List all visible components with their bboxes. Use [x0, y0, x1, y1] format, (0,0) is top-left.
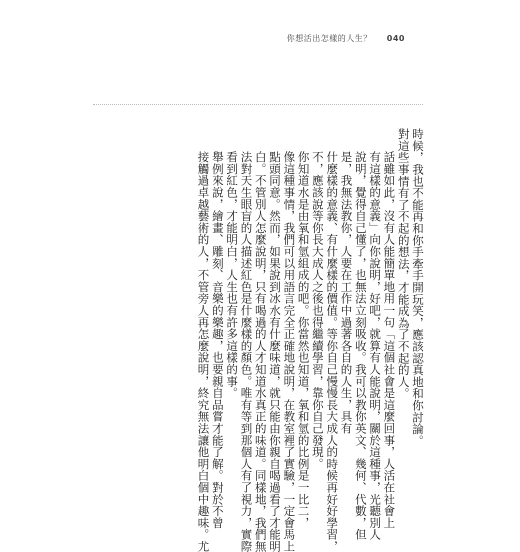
- text-line: 什麼樣的意義、有什麼樣的價值。等你自己慢慢長大成人的時候再好好學習，: [325, 151, 340, 552]
- page-number: 040: [386, 34, 405, 43]
- dotted-divider: [93, 104, 423, 105]
- paragraph: [225, 128, 311, 552]
- text-line: 看到紅色，才能明白，人生也有許多這樣的事。: [225, 151, 240, 399]
- text-line: 是，我無法教你，人要在工作中過著各自的人生，具有: [339, 151, 354, 435]
- text-line: 說明，覺得自己懂了，也無法立刻吸收。我可以教你英文、幾何、代數，但: [353, 151, 368, 541]
- text-line: 有這樣的意義」向你說明，好吧，就算有人能說明，關於這種事，光聽別人: [368, 151, 383, 541]
- body-text: [196, 128, 425, 552]
- text-line: 點頭同意。然而，如果說到冰水有什麼味道，就只能由你親自喝過看了才能明: [268, 151, 283, 552]
- chapter-title: 你想活出怎樣的人生？: [286, 34, 372, 43]
- text-line: 舉例來說，繪畫、雕刻、音樂的樂趣，也要親自品嘗才能了解。對於不曾: [210, 151, 225, 529]
- text-line: 時候，我也不能再和你手牽手開玩笑，應該認真地和你討論。: [411, 128, 425, 447]
- text-line: 接觸過卓越藝術的人，不管旁人再怎麼說明，終究無法讓他明白個中趣味。尤: [196, 151, 211, 552]
- text-line: 不，應該說等你長大成人之後也得繼續學習，靠你自己發現。: [310, 151, 325, 470]
- paragraph: [310, 128, 397, 552]
- text-line: 像這種事情，我們可以用語言完全正確地說明，在教室裡了實驗，一定會馬上: [282, 151, 297, 552]
- paragraph: [396, 128, 425, 447]
- text-line: 對這些事情有了不起的想法，才能成為了不起的人。: [396, 128, 411, 400]
- text-line: 白。不管別人怎麼說明，只有喝過的人才知道水真正的味道。同樣地，我們無: [253, 151, 268, 552]
- text-line: 法對天生眼盲的人描述紅色是什麼樣的顏色。唯有等到那個人有了視力，實際: [239, 151, 254, 552]
- paragraph: [196, 128, 225, 552]
- running-header: [287, 33, 405, 44]
- text-line: 你知道水是由氧和氫組成的吧。你當然也知道，氧和氫的比例是一比二，: [296, 151, 311, 529]
- text-line: 話雖如此，沒有人能簡單地用一句「這個社會是這麼回事，人活在社會上: [382, 151, 397, 529]
